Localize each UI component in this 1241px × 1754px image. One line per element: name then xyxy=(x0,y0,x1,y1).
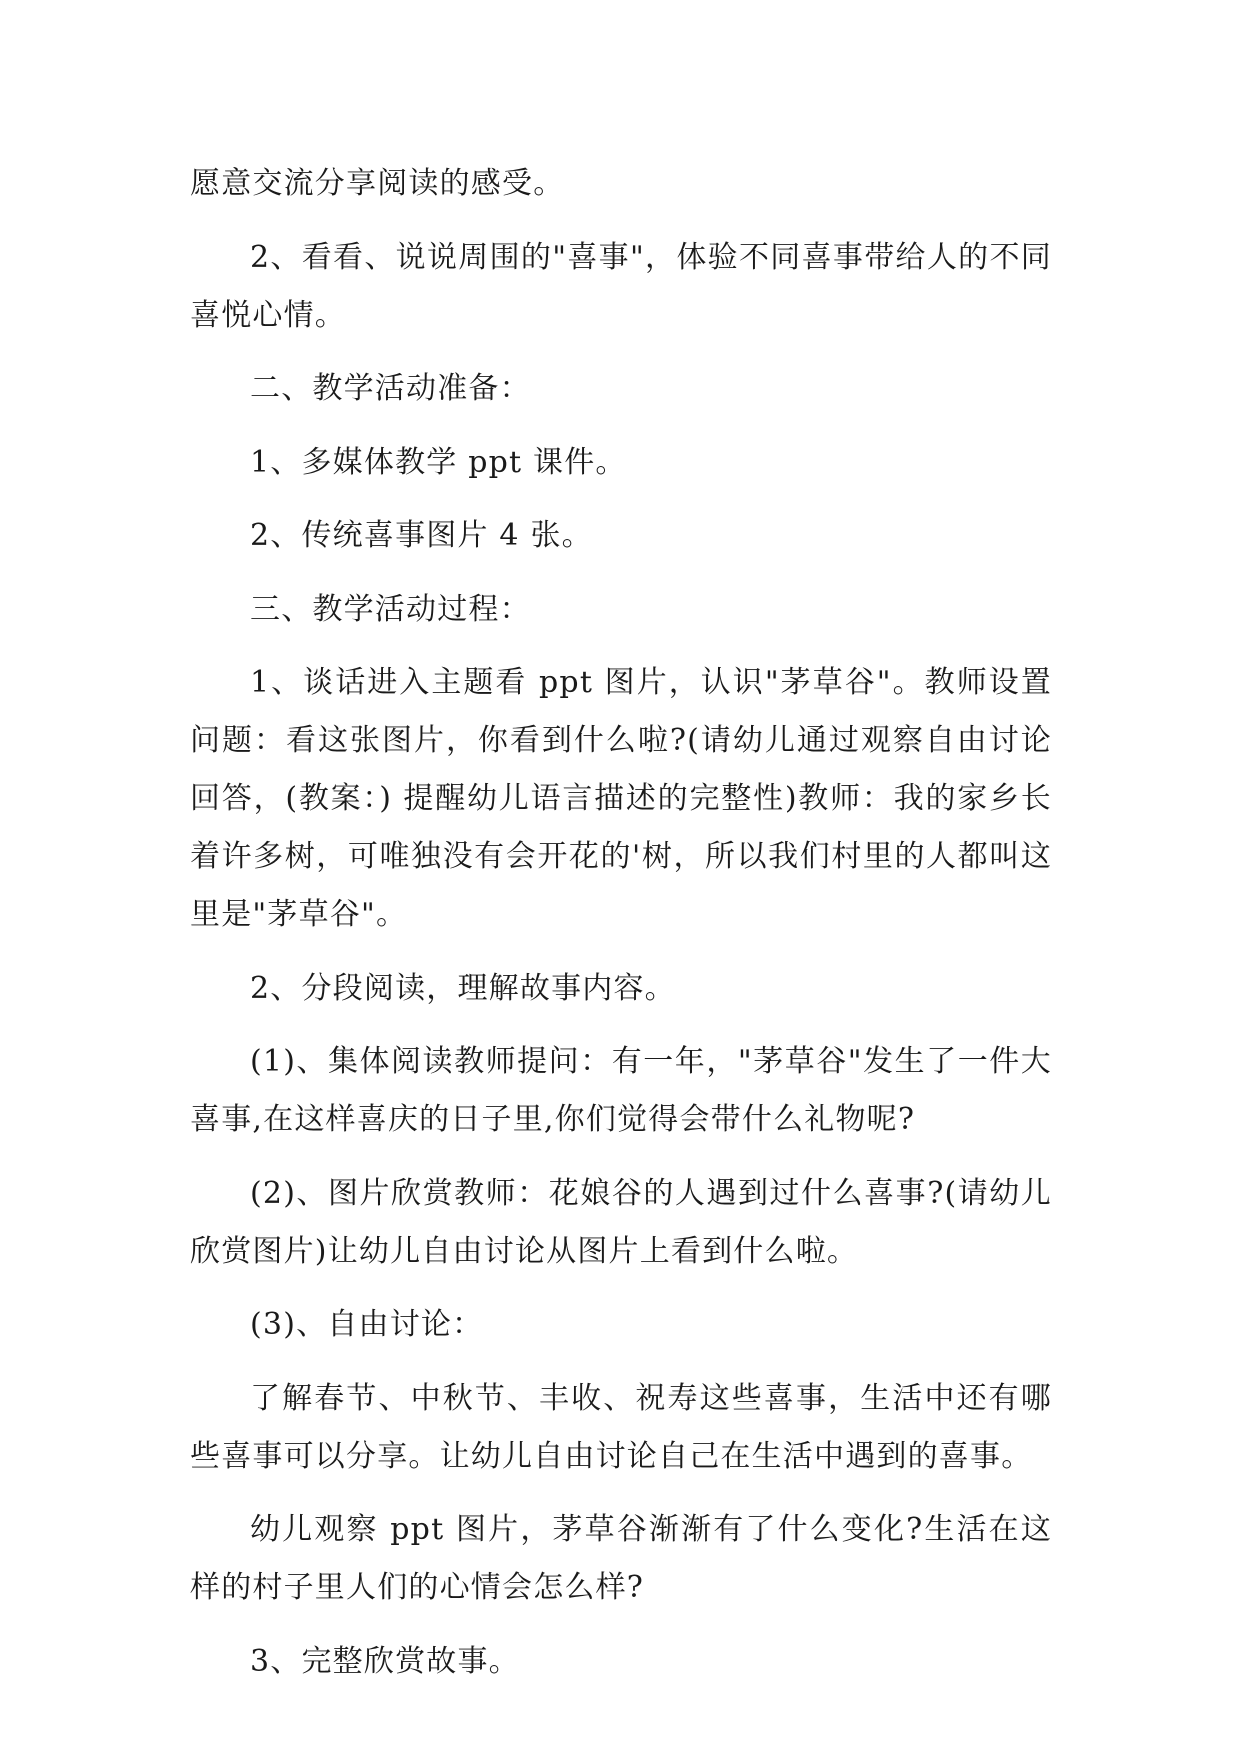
paragraph: (2)、图片欣赏教师：花娘谷的人遇到过什么喜事?(请幼儿欣赏图片)让幼儿自由讨论从图片上看到什么啦。 xyxy=(190,1175,1052,1269)
paragraph: 1、多媒体教学 ppt 课件。 xyxy=(250,444,627,480)
paragraph: 了解春节、中秋节、丰收、祝寿这些喜事，生活中还有哪些喜事可以分享。让幼儿自由讨论自己在生活中遇到的喜事。 xyxy=(190,1380,1052,1474)
document-body xyxy=(190,155,1052,1706)
paragraph: 2、分段阅读，理解故事内容。 xyxy=(250,970,676,1006)
paragraph: 幼儿观察 ppt 图片，茅草谷渐渐有了什么变化?生活在这样的村子里人们的心情会怎么样? xyxy=(190,1512,1052,1605)
paragraph: 2、看看、说说周围的"喜事"，体验不同喜事带给人的不同喜悦心情。 xyxy=(190,239,1052,333)
paragraph: 2、传统喜事图片 4 张。 xyxy=(250,518,593,553)
paragraph: 3、完整欣赏故事。 xyxy=(250,1643,520,1679)
section-heading: 三、教学活动过程： xyxy=(250,591,531,627)
paragraph: (1)、集体阅读教师提问：有一年，"茅草谷"发生了一件大喜事,在这样喜庆的日子里,你们觉得会带什么礼物呢? xyxy=(190,1044,1052,1137)
section-heading: 二、教学活动准备： xyxy=(250,371,531,406)
paragraph: (3)、自由讨论： xyxy=(250,1307,484,1342)
paragraph: 愿意交流分享阅读的感受。 xyxy=(190,166,565,201)
paragraph: 1、谈话进入主题看 ppt 图片，认识"茅草谷"。教师设置问题：看这张图片，你看到什么啦?(请幼儿通过观察自由讨论回答，(教案：) 提醒幼儿语言描述的完整性)教师：我的家乡长着许多树，可唯独没有会开花的'树，所以我们村里的人都叫这里是"茅草谷"。 xyxy=(190,665,1052,932)
